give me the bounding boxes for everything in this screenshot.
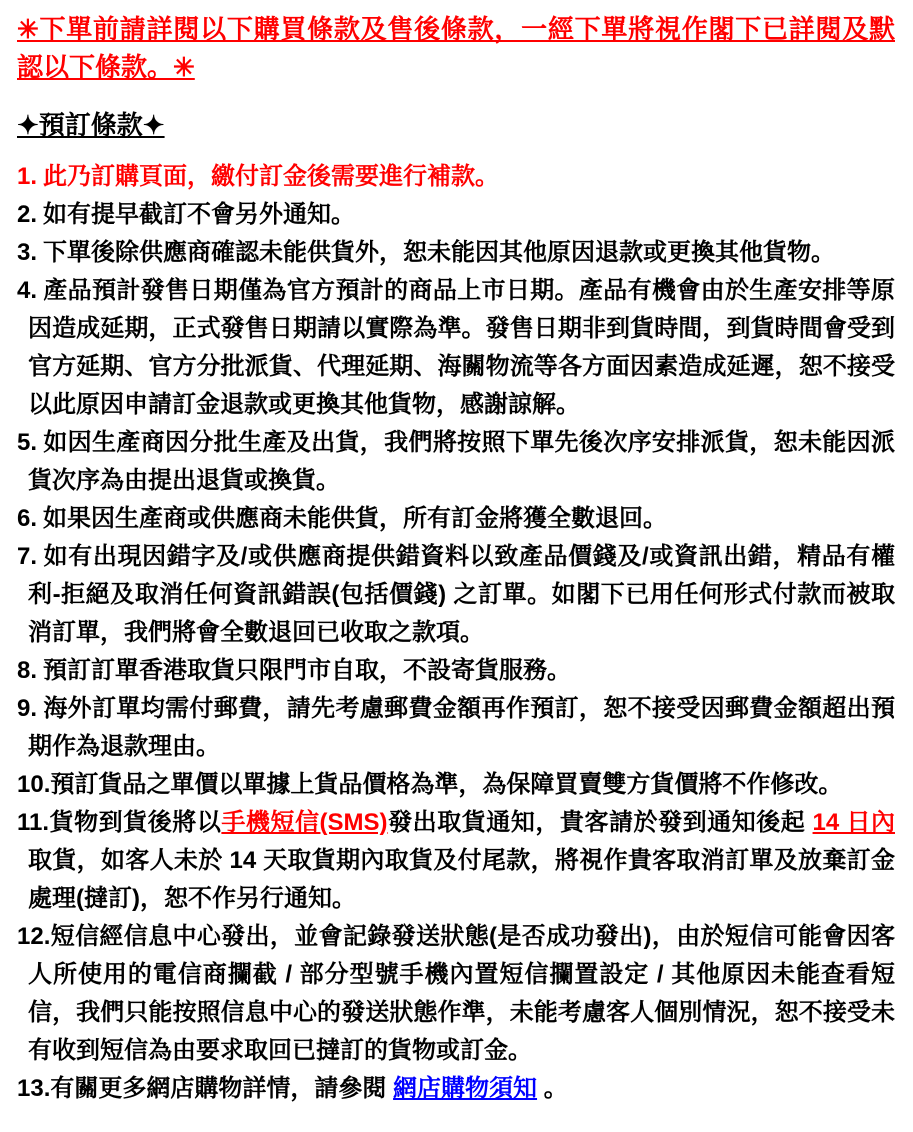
term-highlight-text: 手機短信(SMS) bbox=[221, 809, 388, 836]
term-item-1 bbox=[17, 158, 895, 196]
term-text: 。 bbox=[537, 1075, 568, 1102]
term-number: 11. bbox=[17, 809, 50, 836]
term-item-4 bbox=[17, 272, 895, 424]
term-item-9 bbox=[17, 690, 895, 766]
term-number: 7. bbox=[17, 543, 38, 570]
term-item-5 bbox=[17, 424, 895, 500]
term-text: 如果因生產商或供應商未能供貨，所有訂金將獲全數退回。 bbox=[43, 505, 667, 532]
term-item-13 bbox=[17, 1070, 895, 1108]
term-item-10 bbox=[17, 766, 895, 804]
term-text: 如有提早截訂不會另外通知。 bbox=[43, 201, 355, 228]
term-number: 10. bbox=[17, 771, 51, 798]
shop-guide-link[interactable]: 網店購物須知 bbox=[393, 1075, 538, 1102]
term-item-7 bbox=[17, 538, 895, 652]
term-item-3 bbox=[17, 234, 895, 272]
term-item-11 bbox=[17, 804, 895, 918]
term-number: 8. bbox=[17, 657, 38, 684]
term-number: 13. bbox=[17, 1075, 51, 1102]
term-number: 12. bbox=[17, 923, 51, 950]
term-text: 下單後除供應商確認未能供貨外，恕未能因其他原因退款或更換其他貨物。 bbox=[43, 239, 835, 266]
term-highlight-text: 14 日內 bbox=[812, 809, 895, 836]
term-item-12 bbox=[17, 918, 895, 1070]
term-text: 此乃訂購頁面，繳付訂金後需要進行補款。 bbox=[43, 163, 499, 190]
notice-title: ✳下單前請詳閱以下購買條款及售後條款，一經下單將視作閣下已詳閱及默認以下條款。✳ bbox=[17, 14, 895, 82]
term-text: 如因生產商因分批生產及出貨，我們將按照下單先後次序安排派貨，恕未能因派貨次序為由提出退貨或換貨。 bbox=[28, 429, 895, 494]
term-text: 如有出現因錯字及/或供應商提供錯資料以致產品價錢及/或資訊出錯，精品有權利-拒絕及取消任何資訊錯誤(包括價錢) 之訂單。如閣下已用任何形式付款而被取消訂單，我們將會全數退回已收取之款項。 bbox=[28, 543, 895, 646]
term-text: 有關更多網店購物詳情，請參閱 bbox=[50, 1075, 394, 1102]
term-item-8 bbox=[17, 652, 895, 690]
term-number: 3. bbox=[17, 239, 38, 266]
term-text: 短信經信息中心發出，並會記錄發送狀態(是否成功發出)，由於短信可能會因客人所使用的電信商攔截 / 部分型號手機內置短信攔置設定 / 其他原因未能查看短信，我們只能按照信息中心的發送狀態作準，未能考慮客人個別情況，恕不接受未有收到短信為由要求取回已撻訂的貨物或訂金。 bbox=[28, 923, 895, 1064]
section-heading-preorder-terms: ✦預訂條款✦ bbox=[17, 110, 165, 140]
term-text: 貨物到貨後將以 bbox=[49, 809, 222, 836]
term-text: 海外訂單均需付郵費，請先考慮郵費金額再作預訂，恕不接受因郵費金額超出預期作為退款理由。 bbox=[28, 695, 895, 760]
term-number: 5. bbox=[17, 429, 38, 456]
term-number: 2. bbox=[17, 201, 38, 228]
term-item-2 bbox=[17, 196, 895, 234]
term-number: 6. bbox=[17, 505, 38, 532]
terms-list bbox=[17, 158, 895, 1108]
term-number: 4. bbox=[17, 277, 38, 304]
term-text: 取貨，如客人未於 14 天取貨期內取貨及付尾款，將視作貴客取消訂單及放棄訂金處理(撻訂)，恕不作另行通知。 bbox=[28, 847, 895, 912]
term-text: 預訂訂單香港取貨只限門市自取，不設寄貨服務。 bbox=[43, 657, 571, 684]
term-text: 發出取貨通知，貴客請於發到通知後起 bbox=[387, 809, 813, 836]
term-number: 9. bbox=[17, 695, 38, 722]
term-item-6 bbox=[17, 500, 895, 538]
term-text: 產品預計發售日期僅為官方預計的商品上市日期。產品有機會由於生產安排等原因造成延期，正式發售日期請以實際為準。發售日期非到貨時間，到貨時間會受到官方延期、官方分批派貨、代理延期、海關物流等各方面因素造成延遲，恕不接受以此原因申請訂金退款或更換其他貨物，感謝諒解。 bbox=[28, 277, 895, 418]
term-text: 預訂貨品之單價以單據上貨品價格為準，為保障買賣雙方貨價將不作修改。 bbox=[50, 771, 843, 798]
term-number: 1. bbox=[17, 163, 38, 190]
